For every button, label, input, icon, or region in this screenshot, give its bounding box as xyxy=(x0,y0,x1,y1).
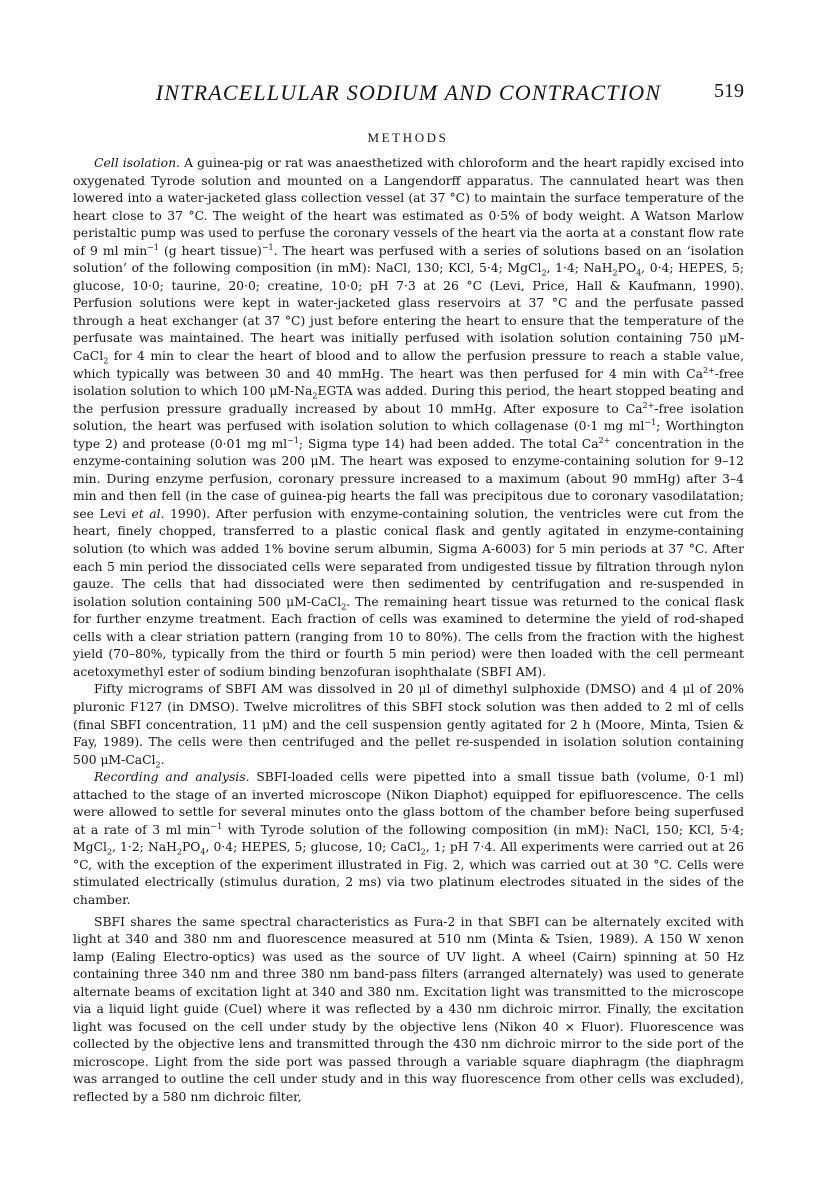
paragraph-sbfi-loading xyxy=(73,681,744,769)
paragraph-lead: Recording and analysis. xyxy=(94,770,250,785)
paragraph-recording-analysis xyxy=(73,769,744,909)
paragraph-lead: Cell isolation. xyxy=(94,156,180,170)
running-title: INTRACELLULAR SODIUM AND CONTRACTION xyxy=(155,80,662,105)
paragraph-sbfi-spectral xyxy=(73,914,744,1107)
paragraph-text: Fifty micrograms of SBFI AM was dissolved in 20 μl of dimethyl sulphoxide (DMSO) and 4 μl of 20% pluronic F127 (in DMSO). Twelve microlitres of this SBFI stock solution was then added to 2 ml of cells (final SBFI concentration, 11 μM) and the cell suspension gently agitated for 2 h (Moore, Minta, Tsien & Fay, 1989). The cells were then centrifuged and the pellet re-suspended in isolation solution containing 500 μM-CaCl$_2$. xyxy=(73,682,744,770)
running-head xyxy=(73,80,744,106)
section-heading: METHODS xyxy=(367,130,449,145)
body-text xyxy=(73,155,744,1107)
paragraph-text: SBFI shares the same spectral characteristics as Fura-2 in that SBFI can be alternately excited with light at 340 and 380 nm and fluorescence measured at 510 nm (Minta & Tsien, 1989). A 150 W xenon lamp (Ealing Electro-optics) was used as the source of UV light. A wheel (Cairn) spinning at 50 Hz containing three 340 nm and three 380 nm band-pass filters (arranged alternately) was used to generate alternate beams of excitation light at 340 and 380 nm. Excitation light was transmitted to the microscope via a liquid light guide (Cuel) where it was reflected by a 430 nm dichroic mirror. Finally, the excitation light was focused on the cell under study by the objective lens (Nikon 40 × Fluor). Fluorescence was collected by the objective lens and transmitted through the 430 nm dichroic mirror to the side port of the microscope. Light from the side port was passed through a variable square diaphragm (the diaphragm was arranged to outline the cell under study and in this way fluorescence from other cells was excluded), reflected by a 580 nm dichroic filter, xyxy=(73,914,744,1104)
paragraph-cell-isolation xyxy=(73,155,744,681)
paragraph-text: SBFI-loaded cells were pipetted into a small tissue bath (volume, 0·1 ml) attached to the stage of an inverted microscope (Nikon Diaphot) equipped for epifluorescence. The cells were allowed to settle for several minutes onto the glass bottom of the chamber before being superfused at a rate of 3 ml $\min^{-1}$ with Tyrode solution of the following composition (in mM): NaCl, 150; KCl, 5·4; MgCl$_2$, 1·2; $NaH_2PO_4$, 0·4; HEPES, 5; glucose, 10; CaCl$_2$, 1; pH 7·4. All experiments were carried out at 26 °C, with the exception of the experiment illustrated in Fig. 2, which was carried out at 30 °C. Cells were stimulated electrically (stimulus duration, 2 ms) via two platinum electrodes situated in the sides of the chamber. xyxy=(73,770,745,907)
paragraph-text: A guinea-pig or rat was anaesthetized with chloroform and the heart rapidly excised into oxygenated Tyrode solution and mounted on a Langendorff apparatus. The cannulated heart was then lowered into a water-jacketed glass collection vessel (at 37 °C) to maintain the surface temperature of the heart close to 37 °C. The weight of the heart was estimated as 0·5% of body weight. A Watson Marlow peristaltic pump was used to perfuse the coronary vessels of the heart via the aorta at a constant flow rate of 9 ml $\min^{-1} (g$ heart tissue)$^{-1}$. The heart was perfused with a series of solutions based on an ‘isolation solution’ of the following composition (in mM): NaCl, 130; KCl, 5·4; MgCl$_2$, 1·4; $NaH_2PO_4$, 0·4; HEPES, 5; glucose, 10·0; taurine, 20·0; creatine, 10·0; pH 7·3 at 26 °C (Levi, Price, Hall & Kaufmann, 1990). Perfusion solutions were kept in water-jacketed glass reservoirs at 37 °C and the perfusate passed through a heat exchanger (at 37 °C) just before entering the heart to ensure that the temperature of the perfusate was maintained. The heart was initially perfused with isolation solution containing 750 μM-CaCl$_2$ for 4 min to clear the heart of blood and to allow the perfusion pressure to reach a stable value, which typically was between 30 and 40 mmHg. The heart was then perfused for 4 min with $Ca^{2+}$-free isolation solution to which 100 $\mu M-Na_2EGTA$ was added. During this period, the heart stopped beating and the perfusion pressure gradually increased by about 10 mmHg. After exposure to $Ca^{2+}$-free isolation solution, the heart was perfused with isolation solution to which collagenase (0·1 mg $ml^{-1}$; Worthington type 2) and protease (0·01 mg $ml^{-1}$; Sigma type 14) had been added. The total $Ca^{2+}$ concentration in the enzyme-containing solution was 200 μM. The heart was exposed to enzyme-containing solution for 9–12 min. During enzyme perfusion, coronary pressure increased to a maximum (about 90 mmHg) after 3–4 min and then fell (in the case of guinea-pig hearts the fall was precipitous due to coronary vasodilatation; see Levi et al. 1990). After perfusion with enzyme-containing solution, the ventricles were cut from the heart, finely chopped, transferred to a plastic conical flask and gently agitated in enzyme-containing solution (to which was added 1% bovine serum albumin, Sigma A-6003) for 5 min periods at 37 °C. After each 5 min period the dissociated cells were separated from undigested tissue by filtration through nylon gauze. The cells that had dissociated were then sedimented by centrifugation and re-suspended in isolation solution containing 500 μM-CaCl$_2$. The remaining heart tissue was returned to the conical flask for further enzyme treatment. Each fraction of cells was examined to determine the yield of rod-shaped cells with a clear striation pattern (ranging from 10 to 80%). The cells from the fraction with the highest yield (70–80%, typically from the third or fourth 5 min period) were then loaded with the cell permeant acetoxymethyl ester of sodium binding benzofuran isophthalate (SBFI AM). xyxy=(73,156,744,679)
page-number: 519 xyxy=(714,80,744,102)
